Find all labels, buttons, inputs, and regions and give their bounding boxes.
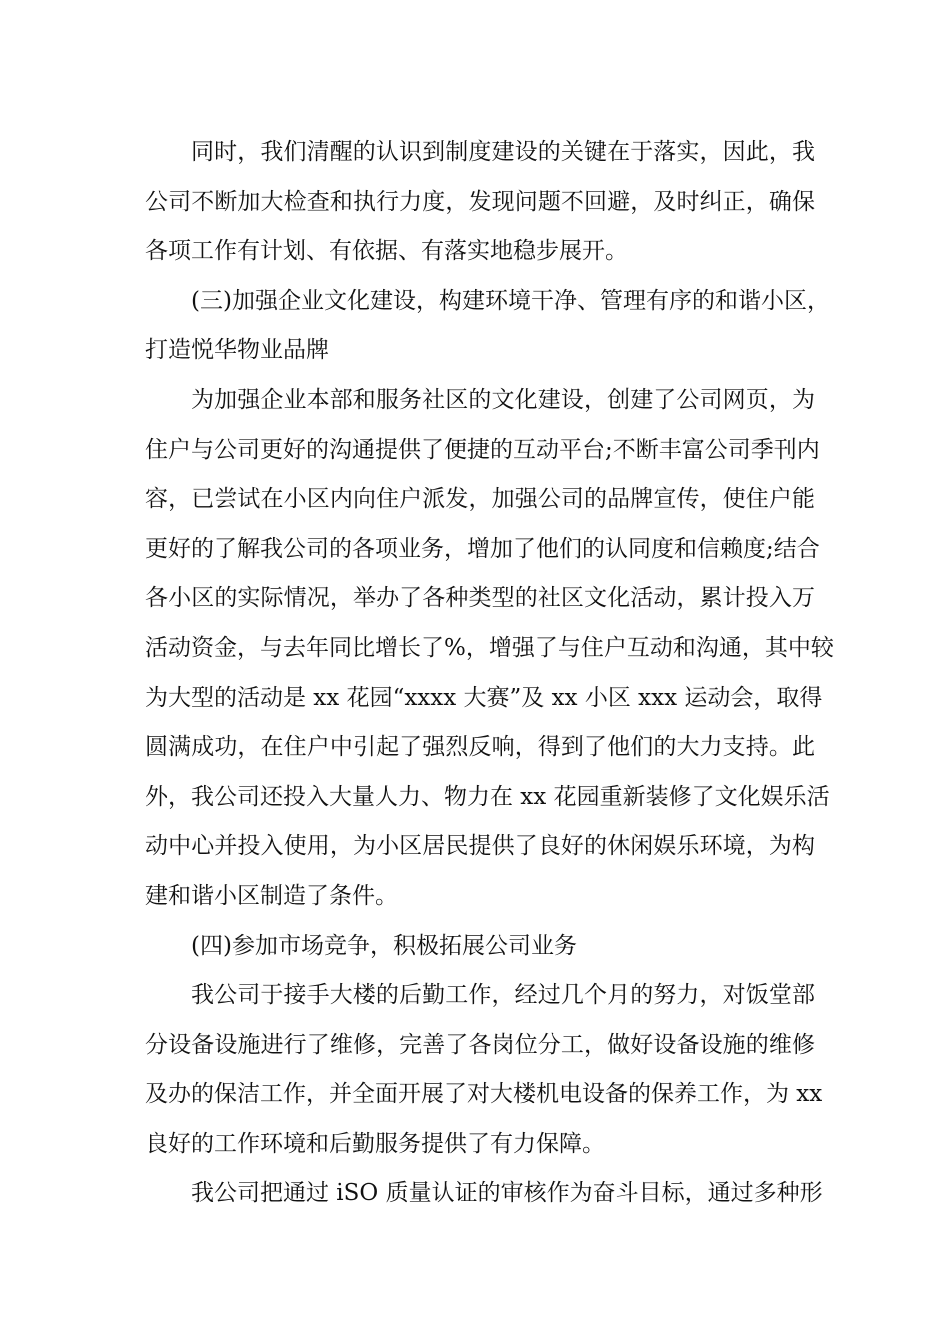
paragraph-line: 容，已尝试在小区内向住户派发，加强公司的品牌宣传，使住户能 [145,486,815,513]
paragraph-line: 住户与公司更好的沟通提供了便捷的互动平台;不断丰富公司季刊内 [145,436,820,463]
paragraph-line: 更好的了解我公司的各项业务，增加了他们的认同度和信赖度;结合 [145,535,820,562]
paragraph-line: 各项工作有计划、有依据、有落实地稳步展开。 [145,238,628,265]
paragraph-line: 活动资金，与去年同比增长了%，增强了与住户互动和沟通，其中较 [145,634,834,661]
document-body [145,128,834,1219]
section-heading-line: (三)加强企业文化建设，构建环境干净、管理有序的和谐小区， [191,287,830,314]
paragraph-line: 我公司把通过 iSO 质量认证的审核作为奋斗目标，通过多种形 [191,1180,823,1207]
paragraph-line: 各小区的实际情况，举办了各种类型的社区文化活动，累计投入万 [145,585,815,612]
section-heading-line: (四)参加市场竞争，积极拓展公司业务 [191,932,577,959]
paragraph-line: 圆满成功，在住户中引起了强烈反响，得到了他们的大力支持。此 [145,734,815,761]
paragraph-line: 良好的工作环境和后勤服务提供了有力保障。 [145,1130,605,1157]
paragraph-line: 分设备设施进行了维修，完善了各岗位分工，做好设备设施的维修 [145,1031,815,1058]
paragraph-line: 我公司于接手大楼的后勤工作，经过几个月的努力，对饭堂部 [191,982,815,1009]
paragraph-line: 动中心并投入使用，为小区居民提供了良好的休闲娱乐环境，为构 [145,833,815,860]
paragraph-line: 及办的保洁工作，并全面开展了对大楼机电设备的保养工作，为 xx [145,1081,823,1108]
paragraph-line: 建和谐小区制造了条件。 [145,882,398,909]
section-heading-line: 打造悦华物业品牌 [145,337,329,364]
paragraph-line: 为大型的活动是 xx 花园“xxxx 大赛”及 xx 小区 xxx 运动会，取得 [145,684,823,711]
paragraph-line: 公司不断加大检查和执行力度，发现问题不回避，及时纠正，确保 [145,188,815,215]
paragraph-line: 为加强企业本部和服务社区的文化建设，创建了公司网页，为 [191,386,815,413]
paragraph-line: 同时，我们清醒的认识到制度建设的关键在于落实，因此，我 [191,139,815,165]
paragraph-line: 外，我公司还投入大量人力、物力在 xx 花园重新装修了文化娱乐活 [145,783,830,810]
